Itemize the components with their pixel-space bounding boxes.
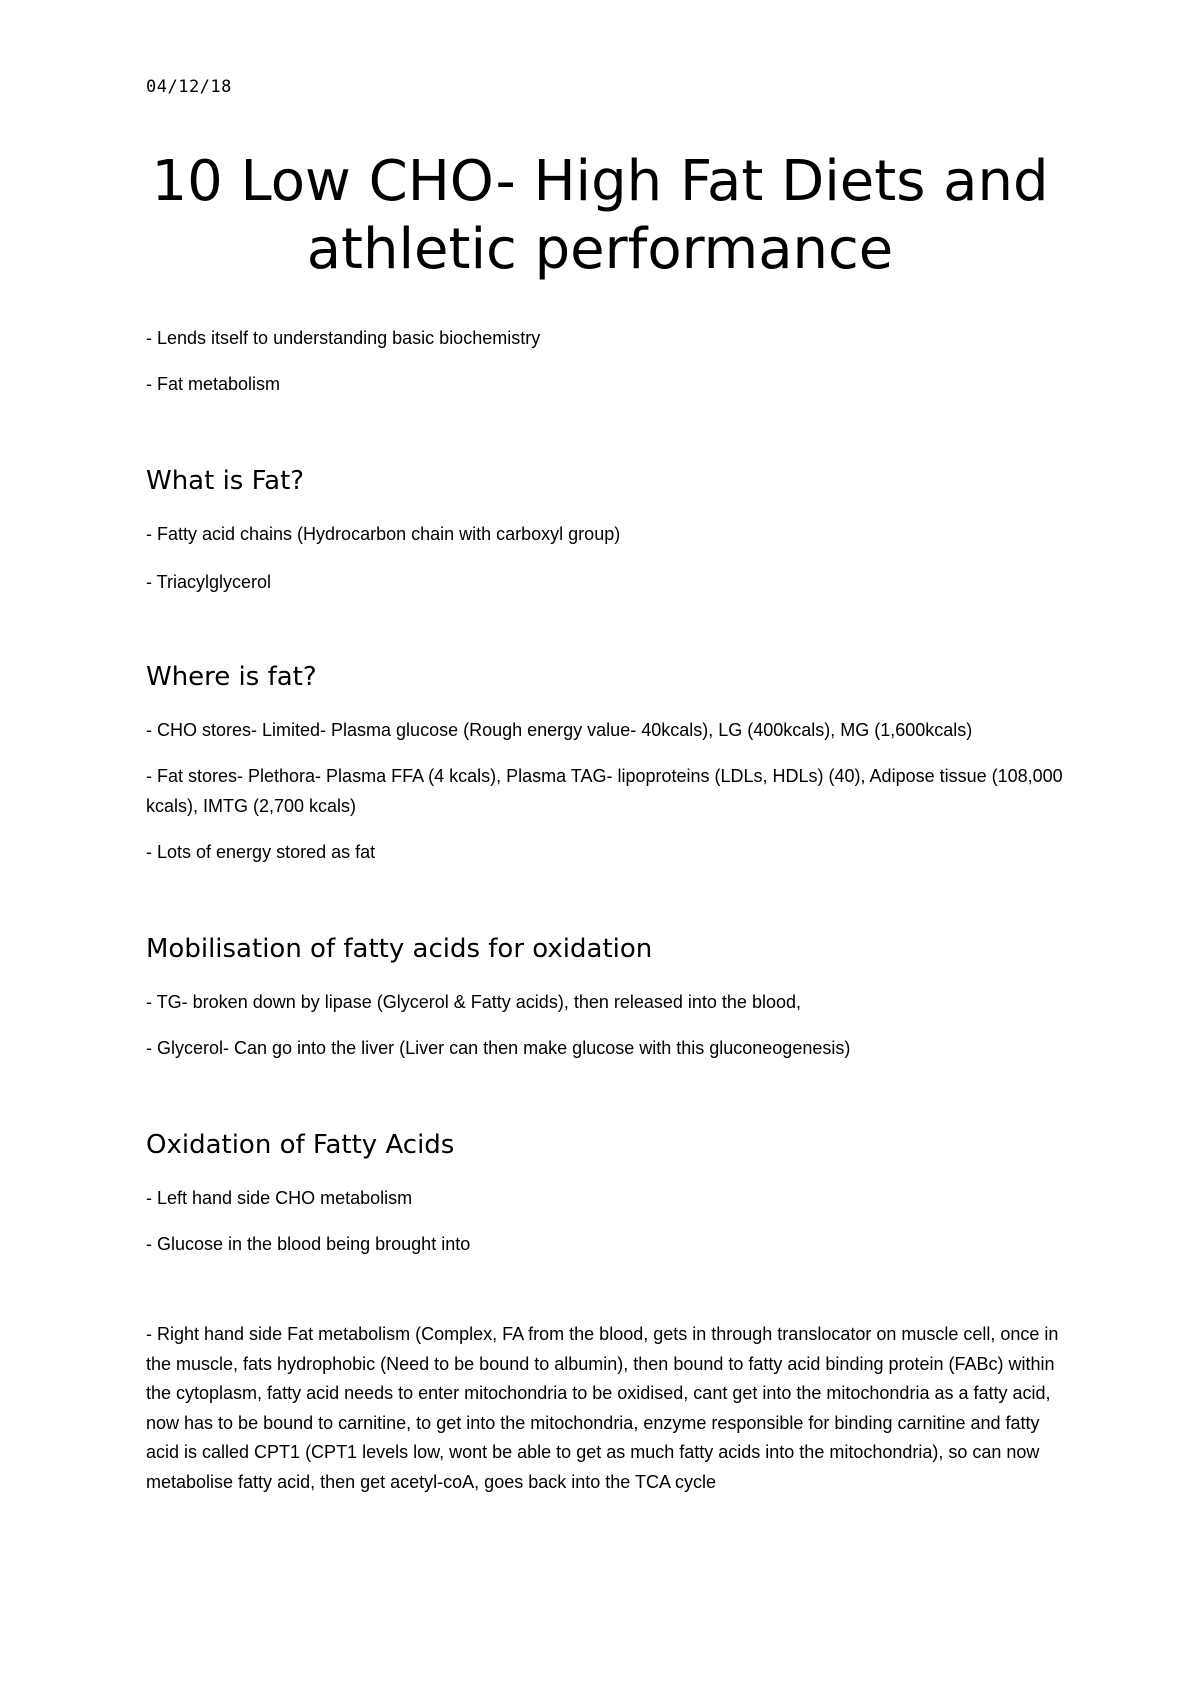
- list-item: - Left hand side CHO metabolism: [146, 1188, 413, 1208]
- list-item: - Glucose in the blood being brought into: [146, 1234, 471, 1254]
- section-oxidation-paragraph: [146, 1320, 1066, 1497]
- section-mobilisation: [146, 932, 1066, 966]
- section-oxidation-item-1: [146, 1184, 1066, 1213]
- list-item: - Fat stores- Plethora- Plasma FFA (4 kcals), Plasma TAG- lipoproteins (LDLs, HDLs) (40), Adipose tissue (108,000 kcals), IMTG (2,700 kcals): [146, 766, 1063, 816]
- list-item: - TG- broken down by lipase (Glycerol & Fatty acids), then released into the blood,: [146, 992, 801, 1012]
- section-what-is-fat: [146, 464, 1066, 498]
- section-what-is-fat-item-1: [146, 520, 1066, 549]
- section-oxidation-item-2: [146, 1230, 1066, 1259]
- section-what-is-fat-item-2: [146, 568, 1066, 597]
- list-item: - Glycerol- Can go into the liver (Liver can then make glucose with this gluconeogenesis): [146, 1038, 851, 1058]
- list-item: - Fatty acid chains (Hydrocarbon chain with carboxyl group): [146, 524, 621, 544]
- section-where-is-fat-item-3: [146, 838, 1066, 867]
- intro-list: [146, 324, 1066, 353]
- section-heading: Oxidation of Fatty Acids: [146, 1130, 455, 1160]
- list-item: - Triacylglycerol: [146, 572, 272, 592]
- section-where-is-fat-item-2: [146, 762, 1066, 821]
- intro-item: - Lends itself to understanding basic biochemistry: [146, 328, 541, 348]
- document-title: [100, 148, 1100, 284]
- section-heading: What is Fat?: [146, 466, 305, 496]
- document-date: 04/12/18: [146, 77, 232, 97]
- title-line-1: 10 Low CHO- High Fat Diets and: [151, 149, 1049, 214]
- title-line-2: athletic performance: [306, 217, 894, 282]
- list-item: - Lots of energy stored as fat: [146, 842, 376, 862]
- intro-item: - Fat metabolism: [146, 374, 281, 394]
- section-mobilisation-item-2: [146, 1034, 1066, 1063]
- section-heading: Where is fat?: [146, 662, 317, 692]
- section-where-is-fat: [146, 660, 1066, 694]
- intro-list-2: [146, 370, 1066, 399]
- section-oxidation: [146, 1128, 1066, 1162]
- section-where-is-fat-item-1: [146, 716, 1066, 745]
- list-item: - CHO stores- Limited- Plasma glucose (Rough energy value- 40kcals), LG (400kcals), MG (1,600kcals): [146, 720, 973, 740]
- section-heading: Mobilisation of fatty acids for oxidation: [146, 934, 653, 964]
- section-mobilisation-item-1: [146, 988, 1066, 1017]
- body-paragraph: - Right hand side Fat metabolism (Complex, FA from the blood, gets in through translocator on muscle cell, once in the muscle, fats hydrophobic (Need to be bound to albumin), then bound to fatty acid binding protein (FABc) within the cytoplasm, fatty acid needs to enter mitochondria to be oxidised, cant get into the mitochondria as a fatty acid, now has to be bound to carnitine, to get into the mitochondria, enzyme responsible for binding carnitine and fatty acid is called CPT1 (CPT1 levels low, wont be able to get as much fatty acids into the mitochondria), so can now metabolise fatty acid, then get acetyl-coA, goes back into the TCA cycle: [146, 1324, 1059, 1492]
